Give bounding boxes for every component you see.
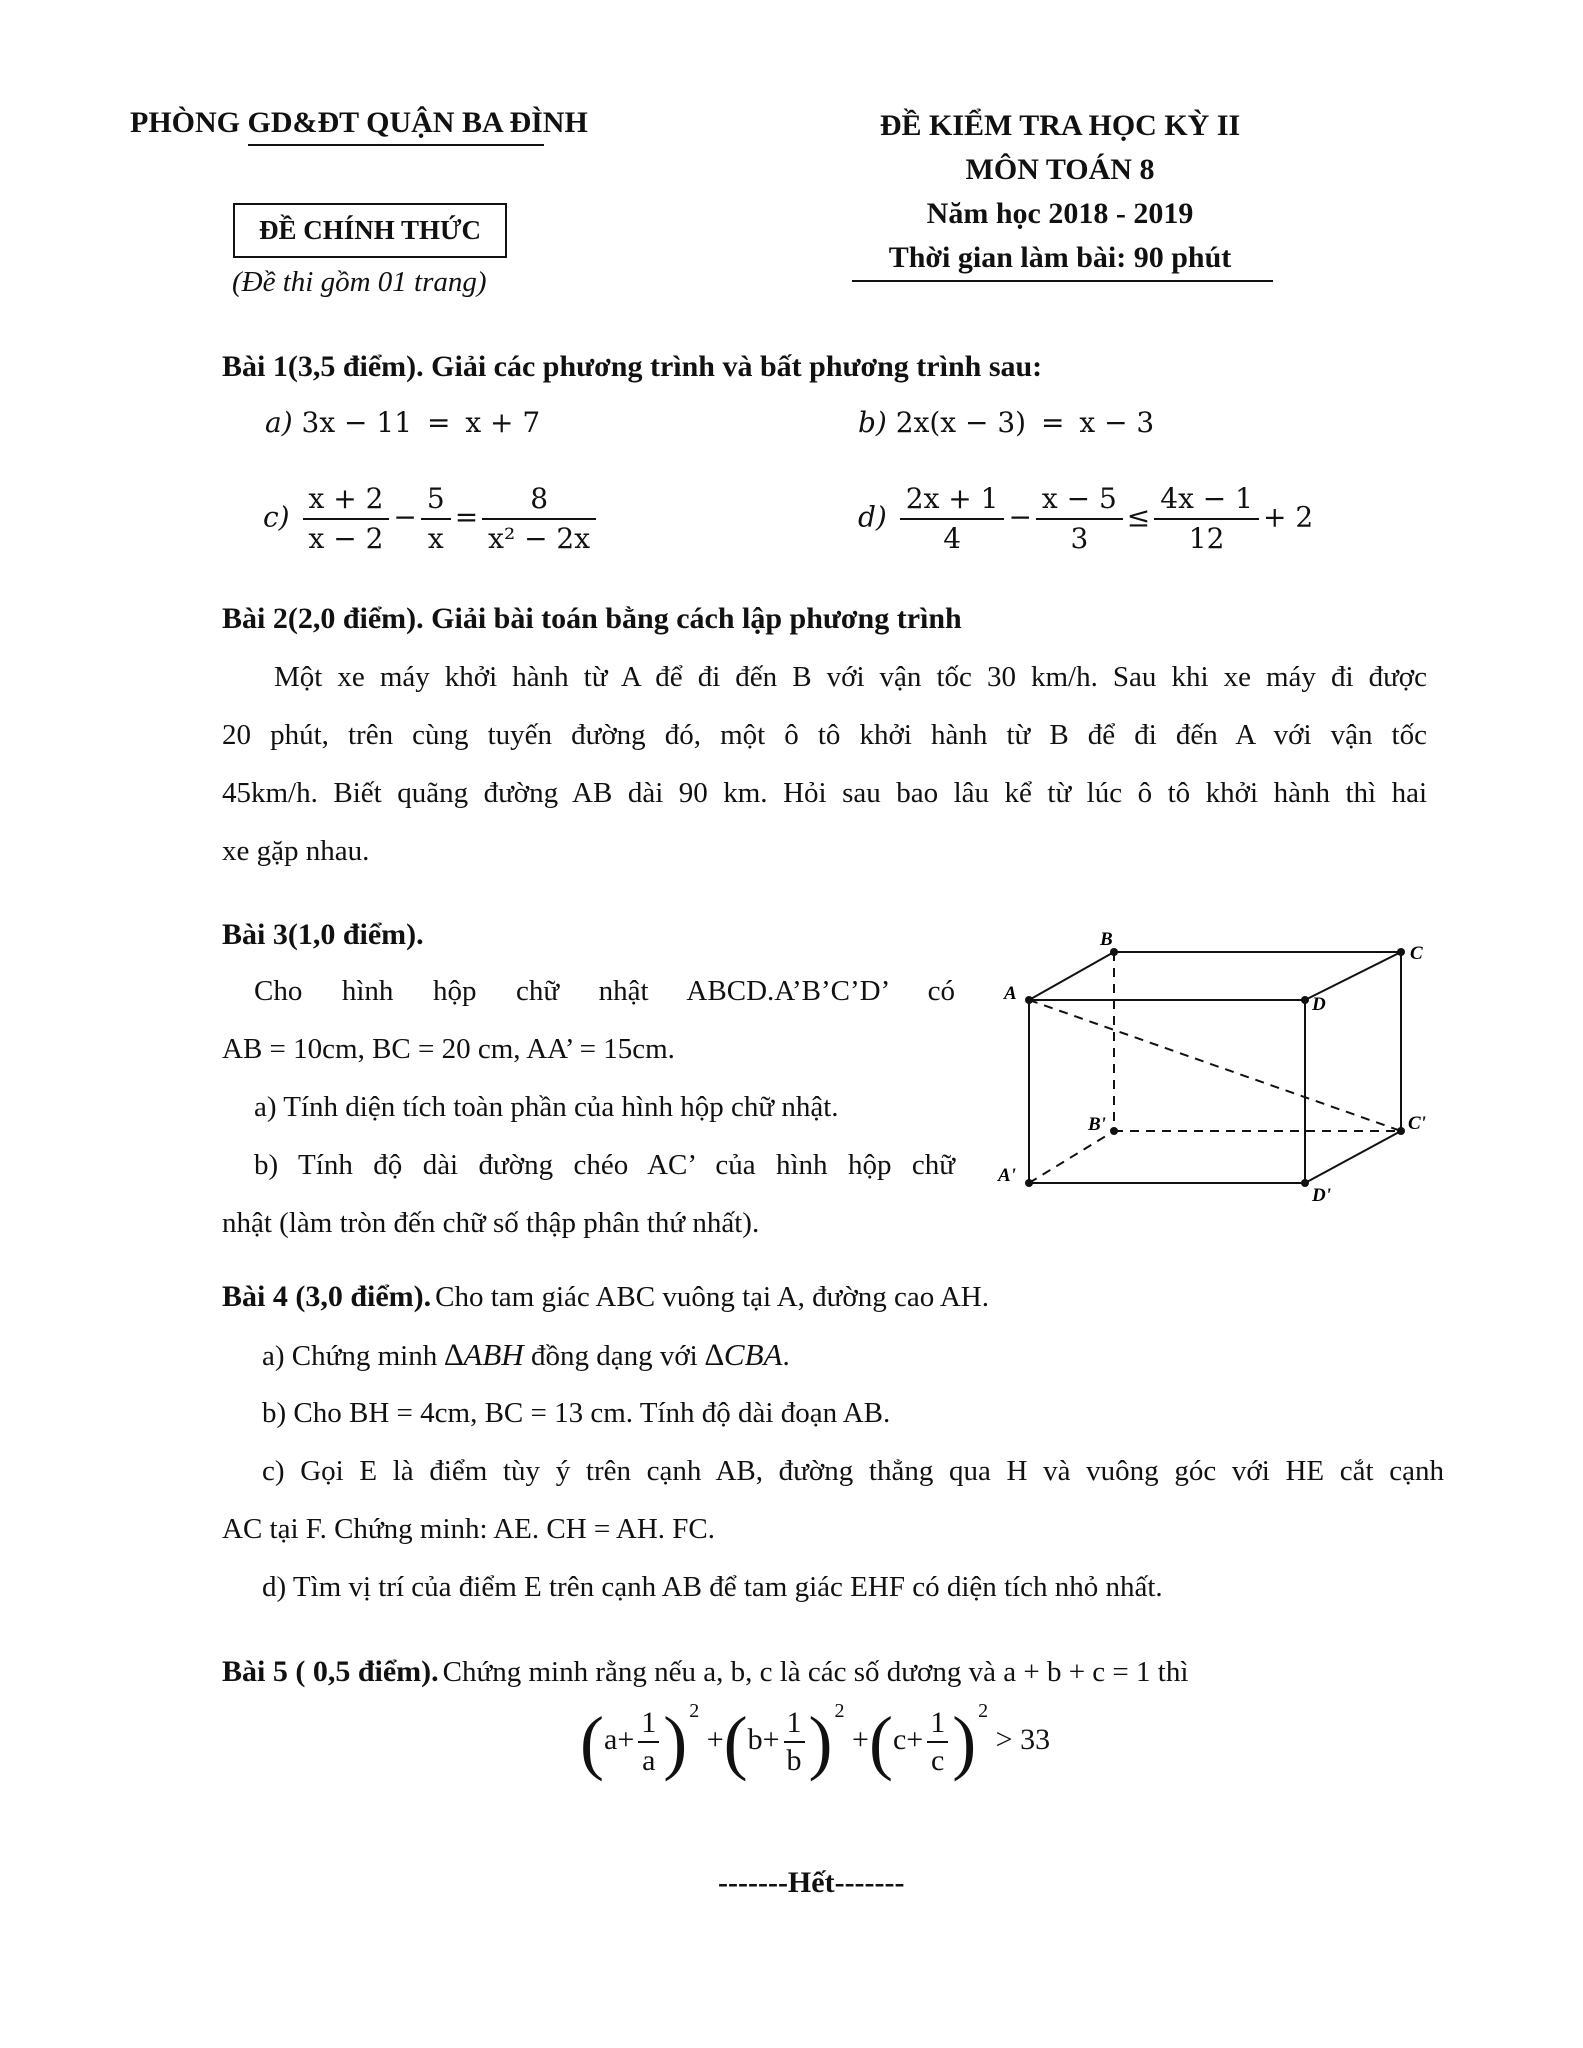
eq-b-left: 2x(x − 3) (895, 406, 1027, 439)
eq-a-label: a) (265, 406, 293, 439)
bai2-line3: 45km/h. Biết quãng đường AB dài 90 km. Hỏi sau bao lâu kể từ lúc ô tô khởi hành thì hai (222, 777, 1427, 809)
end-marker: -------Hết------- (718, 1866, 905, 1899)
bai5-intro-line (222, 1643, 1188, 1701)
label-B1: B' (1088, 1114, 1106, 1135)
office-underline (248, 144, 544, 146)
eq-b-label: b) (858, 406, 887, 439)
eq-d-frac3: $\frac{4x - 1}{12}$ (1154, 480, 1259, 558)
office-name: PHÒNG GD&ĐT QUẬN BA ĐÌNH (130, 106, 588, 139)
bai3-a: a) Tính diện tích toàn phần của hình hộp chữ nhật. (254, 1091, 839, 1123)
school-year: Năm học 2018 - 2019 (926, 197, 1194, 230)
bai4-a-mid: đồng dạng với (530, 1340, 698, 1372)
bai4-intro-line (222, 1268, 989, 1326)
bai4-a-end: . (782, 1340, 790, 1372)
bai1-eq-c: c) $\frac{x + 2}{x - 2}$ − $\frac{5}{x}$ = $\frac{8}{\text{x² − 2x}}$ (263, 480, 600, 558)
bai4-a (262, 1326, 790, 1385)
exam-duration: Thời gian làm bài: 90 phút (888, 241, 1232, 274)
bai4-a-triangle-cba: ∆CBA (704, 1337, 783, 1372)
label-D: D (1312, 994, 1326, 1015)
eq-a-left: 3x − 11 (301, 406, 413, 439)
eq-a-right: x + 7 (465, 406, 541, 439)
bai5-title: Bài 5 ( 0,5 điểm). (222, 1655, 439, 1688)
bai4-intro: Cho tam giác ABC vuông tại A, đường cao AH. (435, 1281, 989, 1313)
bai4-c2: AC tại F. Chứng minh: AE. CH = AH. FC. (222, 1513, 716, 1545)
eq-d-tail: + 2 (1262, 500, 1314, 534)
eq-d-frac1: $\frac{2x + 1}{4}$ (900, 480, 1005, 558)
ineq-var-a: a (603, 1723, 618, 1756)
label-D1: D' (1312, 1185, 1331, 1205)
exam-header (850, 104, 1270, 280)
bai4-b: b) Cho BH = 4cm, BC = 13 cm. Tính độ dài đoạn AB. (262, 1397, 891, 1429)
label-C: C (1410, 943, 1423, 964)
bai3-line1: Cho hình hộp chữ nhật ABCD.A’B’C’D’ có (254, 975, 955, 1007)
eq-c-frac3: $\frac{8}{\text{x² − 2x}}$ (482, 480, 596, 558)
eq-c-frac1: $\frac{x + 2}{x - 2}$ (303, 480, 390, 558)
ineq-var-b: b (747, 1723, 763, 1756)
bai4-c (222, 1442, 1444, 1558)
label-A1: A' (998, 1165, 1016, 1186)
label-A: A (1004, 983, 1017, 1004)
bai4-title: Bài 4 (3,0 điểm). (222, 1280, 432, 1313)
official-badge: ĐỀ CHÍNH THỨC (233, 203, 507, 258)
bai1-eq-d: d) $\frac{2x + 1}{4}$ − $\frac{x - 5}{3}$ ≤ $\frac{4x - 1}{12}$ + 2 (858, 480, 1313, 558)
bai1-eq-b: b) 2x(x − 3) = x − 3 (858, 406, 1155, 439)
bai4-c1: c) Gọi E là điểm tùy ý trên cạnh AB, đường thẳng qua H và vuông góc với HE cắt cạnh (262, 1455, 1444, 1487)
eq-d-frac2: $\frac{x - 5}{3}$ (1036, 480, 1123, 558)
bai4-a-triangle-abh: ∆ABH (444, 1337, 524, 1372)
header-underline (852, 280, 1273, 282)
bai4-a-prefix: a) Chứng minh (262, 1340, 438, 1372)
bai1-eq-a: a) 3x − 11 = x + 7 (265, 406, 541, 439)
bai2-line1: Một xe máy khởi hành từ A để đi đến B với vận tốc 30 km/h. Sau khi xe máy đi được (274, 661, 1427, 693)
bai1-title: Bài 1(3,5 điểm). Giải các phương trình và bất phương trình sau: (222, 350, 1043, 383)
bai3-body (222, 962, 955, 1252)
bai5-text: Chứng minh rằng nếu a, b, c là các số dương và a + b + c = 1 thì (442, 1656, 1189, 1688)
bai2-body (222, 648, 1427, 880)
label-C1: C' (1408, 1113, 1426, 1134)
eq-b-right: x − 3 (1079, 406, 1155, 439)
eq-d-label: d) (858, 500, 887, 534)
bai2-line2: 20 phút, trên cùng tuyến đường đó, một ô tô khởi hành từ B để đi đến A với vận tốc (222, 719, 1427, 751)
bai4-d: d) Tìm vị trí của điểm E trên cạnh AB để tam giác EHF có diện tích nhỏ nhất. (262, 1571, 1163, 1603)
exam-title: ĐỀ KIỂM TRA HỌC KỲ II (879, 109, 1241, 142)
bai5-inequality: (a+ $\frac{1}{a}$ ) $^2$ +(b+ $\frac{1}{b}$ ) $^2$ +(c+ $\frac{1}{c}$ ) $^2$ > 33 (580, 1700, 1051, 1783)
bai2-title: Bài 2(2,0 điểm). Giải bài toán bằng cách lập phương trình (222, 602, 962, 635)
bai3-b2: nhật (làm tròn đến chữ số thập phân thứ nhất). (222, 1207, 760, 1239)
ineq-var-c: c (892, 1723, 907, 1756)
eq-c-frac2: $\frac{5}{x}$ (421, 480, 451, 558)
ineq-rhs: > 33 (995, 1723, 1051, 1756)
bai3-line2: AB = 10cm, BC = 20 cm, AA’ = 15cm. (222, 1033, 675, 1065)
exam-subject: MÔN TOÁN 8 (965, 153, 1155, 186)
eq-c-label: c) (263, 500, 290, 534)
bai3-b1: b) Tính độ dài đường chéo AC’ của hình hộp chữ (254, 1149, 955, 1181)
bai2-line4: xe gặp nhau. (222, 835, 370, 867)
label-B: B (1100, 929, 1113, 950)
bai3-title: Bài 3(1,0 điểm). (222, 918, 424, 951)
pages-note: (Đề thi gồm 01 trang) (232, 266, 487, 298)
box-figure (990, 925, 1440, 1205)
